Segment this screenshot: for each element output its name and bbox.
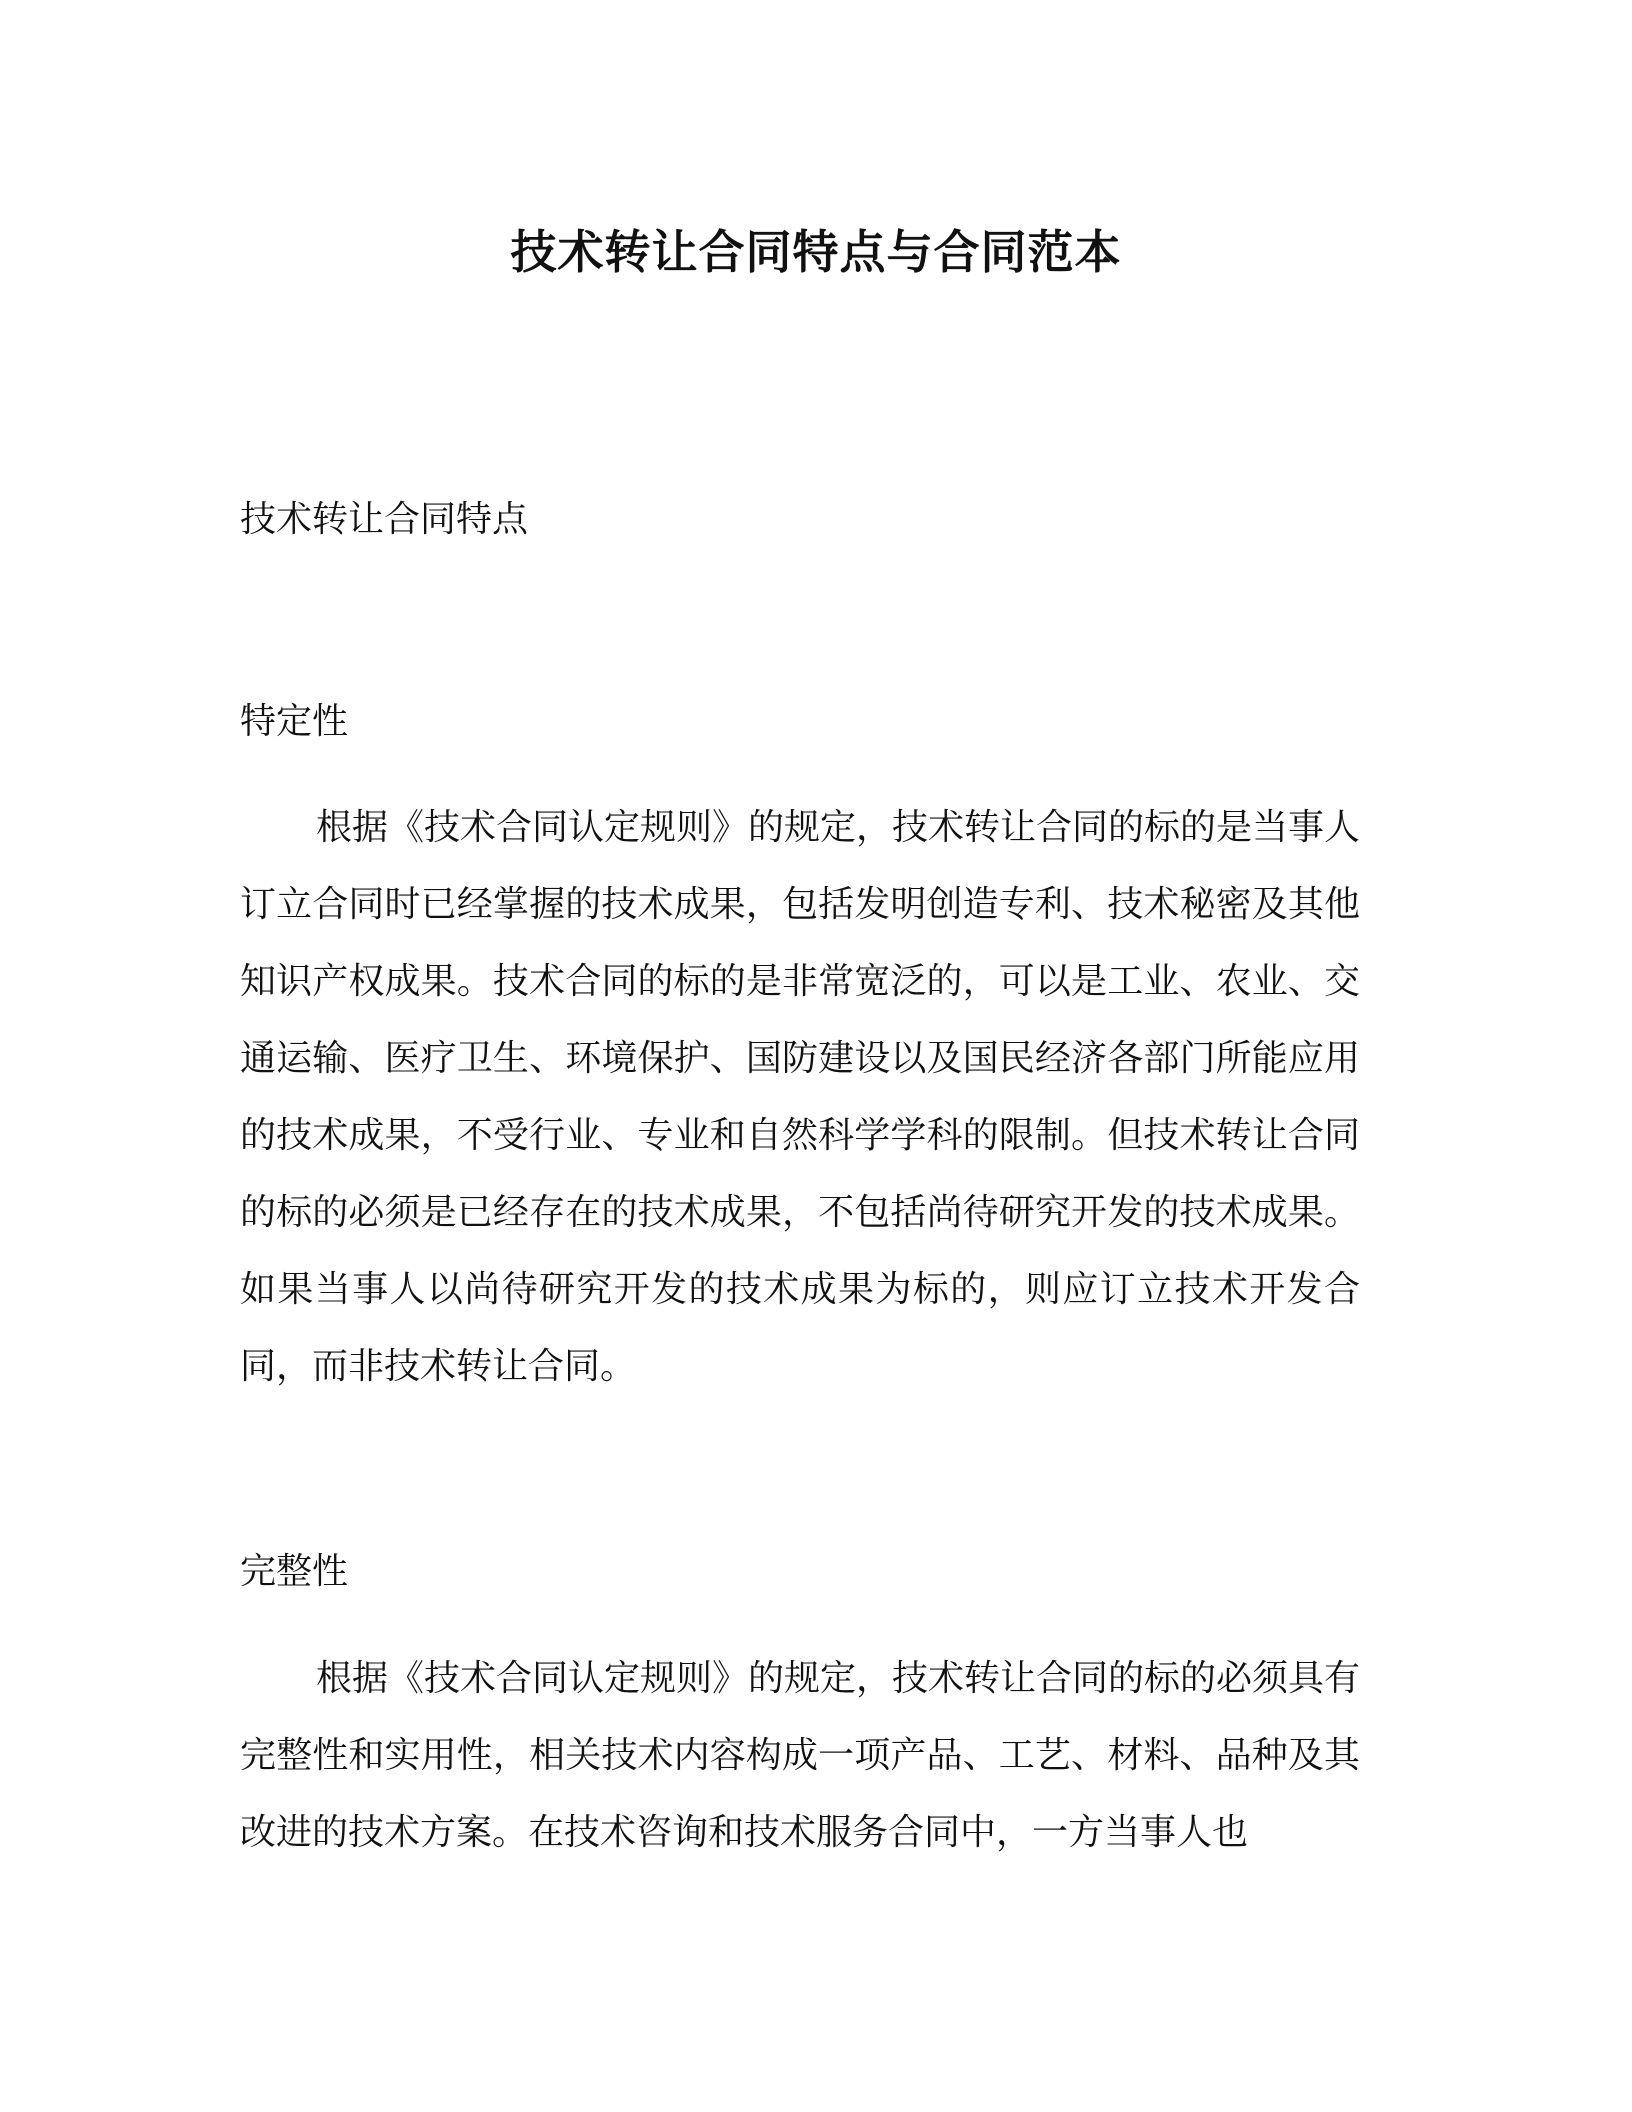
paragraph-completeness: 根据《技术合同认定规则》的规定，技术转让合同的标的必须具有完整性和实用性，相关技术内容构成一项产品、工艺、材料、品种及其改进的技术方案。在技术咨询和技术服务合同中，一方当事人也 xyxy=(240,1658,1361,1853)
paragraph-specificity: 根据《技术合同认定规则》的规定，技术转让合同的标的是当事人订立合同时已经掌握的技术成果，包括发明创造专利、技术秘密及其他知识产权成果。技术合同的标的是非常宽泛的，可以是工业、农业、交通运输、医疗卫生、环境保护、国防建设以及国民经济各部门所能应用的技术成果，不受行业、专业和自然科学学科的限制。但技术转让合同的标的必须是已经存在的技术成果，不包括尚待研究开发的技术成果。如果当事人以尚待研究开发的技术成果为标的，则应订立技术开发合同，而非技术转让合同。 xyxy=(240,807,1361,1387)
document-title: 技术转让合同特点与合同范本 xyxy=(510,225,1122,279)
subsection-heading-completeness: 完整性 xyxy=(240,1551,349,1592)
subsection-heading-specificity: 特定性 xyxy=(240,701,349,742)
section-heading: 技术转让合同特点 xyxy=(240,499,529,540)
